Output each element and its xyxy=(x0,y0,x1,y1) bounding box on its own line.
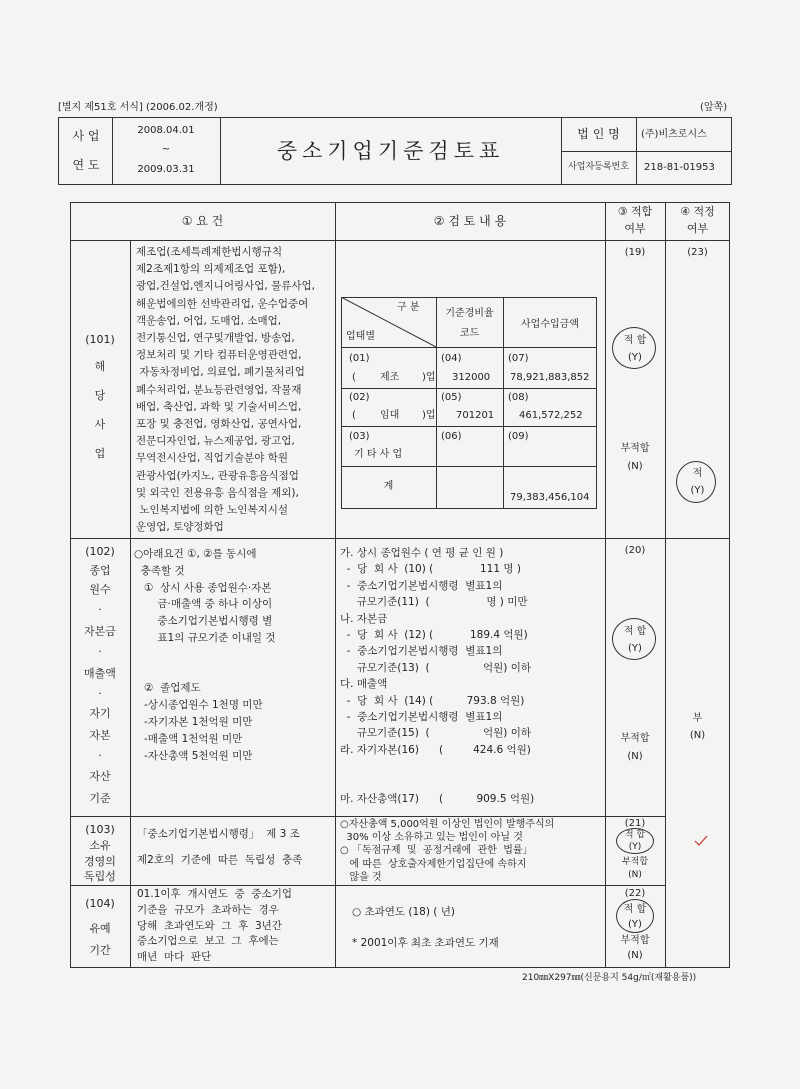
r103-fit-n: (N) xyxy=(628,870,642,880)
r102-label-3: · xyxy=(98,603,102,616)
r104-fit-code: (22) xyxy=(624,888,646,899)
inner-r1-amount: 78,921,883,852 xyxy=(510,372,590,383)
r102-fit-n: (N) xyxy=(627,751,643,762)
reg-label: 사업자등록번호 xyxy=(568,162,629,172)
r101-requirement-text: 제조업(조세특례제한법시행규칙 제2조제1항의 의제제조업 포함), 광업,건설업,엔지니어링사업, 물류사업, 해운법에의한 선박관리업, 운수업중여 객운송업, 어업, 도매업, 소매업, 전기통신업, 연구및개발업, 방송업, 정보처리 및 기타 컴퓨터운영관련업, 자동차정비업, 의료업, 폐기물처리업 폐수처리업, 분뇨등관련영업, 작물재 배업, 축산업, 과학 및 기술서비스업, 포장 및 충전업, 영화산업, 공연사업, 전문디자인업, 뉴스제공업, 광고업, 무역전시산업, 직업기술분야 학원 관광사업(카지노, 관광유흥음식점업 및 외국인 전용유흥 음식점을 제외), 노인복지법에 의한 노인복지시설 운영업, 토양정화업 xyxy=(136,246,315,534)
corp-value: (주)비츠로시스 xyxy=(641,129,707,140)
inner-r2-name-l: ( xyxy=(352,410,356,421)
r101-final-code: (23) xyxy=(687,247,708,258)
r102-label-7: · xyxy=(98,687,102,700)
r103-requirement: 「중소기업기본법시행령」 제 3 조 제2호의 기준에 따른 독립성 충족 xyxy=(137,828,303,866)
r102-final-no: 부 xyxy=(692,713,703,724)
r104-fit-n: (N) xyxy=(627,950,643,961)
r103-fit-no: 부적합 xyxy=(621,857,649,867)
r102-fit-y: (Y) xyxy=(628,643,642,654)
check-mark-icon xyxy=(693,834,709,848)
r103-label-2: 경영의 xyxy=(84,855,116,868)
r104-requirement: 01.1이후 개시연도 중 중소기업 기준을 규모가 초과하는 경우 당해 초과연도와 그 후 3년간 중소기업으로 보고 그 후에는 매년 마다 판단 xyxy=(137,888,292,964)
r101-final-yes: 적 xyxy=(692,468,703,479)
r101-fit-no: 부적합 xyxy=(620,443,650,454)
r102-label-8: 자기 xyxy=(89,707,111,720)
r102-label-9: 자본 xyxy=(89,729,111,742)
corp-label: 법 인 명 xyxy=(577,127,620,141)
r102-review: 가. 상시 종업원수 ( 연 평 균 인 원 ) - 당 회 사 (10) ( 111 명 ) - 중소기업기본법시행령 별표1의 규모기준(11) ( 명 ) 미만 나. 자본금 - 당 회 사 (12) ( 189.4 억원) - 중소기업기본법시행령 별표1의 규모기준(13) ( 억원) 이하 다. 매출액 - 당 회 사 (14) ( 793.8 억원) - 중소기업기본법시행령 별표1의 규모기준(15) ( 억원) 이하 라. 자기자본(16) ( 424.6 억원) 마. 자산총액(17) ( 909.5 억원) xyxy=(340,547,535,806)
r103-label-3: 독립성 xyxy=(84,870,116,883)
inner-r1-name-r: )업 xyxy=(422,372,436,383)
r101-fit-code: (19) xyxy=(624,247,646,258)
inner-total-label: 계 xyxy=(383,481,394,492)
r102-label-10: · xyxy=(98,749,102,762)
inner-r2-amount: 461,572,252 xyxy=(519,410,583,421)
period-start: 2008.04.01 xyxy=(137,125,195,136)
r102-fit-code: (20) xyxy=(624,545,646,556)
inner-r3-n3: (09) xyxy=(508,431,529,442)
r102-label-11: 자산 xyxy=(89,770,111,783)
r101-final-y: (Y) xyxy=(690,485,705,496)
r101-fit-y: (Y) xyxy=(628,352,642,363)
r104-label-1: 유예 xyxy=(89,922,111,935)
col-fit-2: 여부 xyxy=(624,222,646,235)
r102-fit-no: 부적합 xyxy=(620,733,650,744)
business-year-label-2: 연 도 xyxy=(72,158,100,172)
inner-total-amount: 79,383,456,104 xyxy=(510,492,590,503)
r103-fit-yes: 적 합 xyxy=(624,830,646,840)
inner-head-gubun: 구 분 xyxy=(397,302,420,313)
business-year-label-1: 사 업 xyxy=(72,129,100,143)
inner-r2-name-r: )업 xyxy=(422,410,436,421)
r104-label-2: 기간 xyxy=(89,944,111,957)
inner-r3-n2: (06) xyxy=(441,431,462,442)
r102-label-1: 종업 xyxy=(89,564,111,577)
r104-review-1: ○ 초과연도 (18) ( 년) xyxy=(352,906,455,918)
inner-head-upte: 업태별 xyxy=(346,331,375,342)
r103-fit-code: (21) xyxy=(624,818,646,829)
inner-r3-name: 기 타 사 업 xyxy=(354,449,403,460)
inner-head-code-1: 기준경비율 xyxy=(445,308,494,319)
r101-fit-yes: 적 합 xyxy=(623,335,647,346)
col-fit-1: ③ 적합 xyxy=(617,205,653,218)
inner-r1-name-l: ( xyxy=(352,372,356,383)
col-final-1: ④ 적정 xyxy=(680,205,715,218)
r101-label-3: 사 xyxy=(94,418,106,431)
r102-label-6: 매출액 xyxy=(84,667,116,680)
r102-label-12: 기준 xyxy=(89,792,111,805)
r104-fit-yes: 적 합 xyxy=(623,904,647,915)
r102-code: (102) xyxy=(85,545,115,558)
inner-r1-code: 312000 xyxy=(452,372,491,383)
period-end: 2009.03.31 xyxy=(137,164,195,175)
r102-label-4: 자본금 xyxy=(84,625,116,638)
inner-r1-n1: (01) xyxy=(349,353,370,364)
col-review: ② 검 토 내 용 xyxy=(433,214,507,228)
r103-code: (103) xyxy=(85,823,115,836)
inner-r2-n2: (05) xyxy=(441,392,462,403)
inner-r2-code: 701201 xyxy=(456,410,495,421)
inner-r2-n1: (02) xyxy=(349,392,370,403)
r102-requirement: ○아래요건 ①, ②를 동시에 충족할 것 ① 상시 사용 종업원수·자본 금·매출액 중 하나 이상이 중소기업기본법시행령 별 표1의 규모기준 이내일 것 ② 졸업제도 -상시종업원수 1천명 미만 -자기자본 1천억원 미만 -매출액 1천억원 미만 -자산총액 5천억원 미만 xyxy=(134,548,276,762)
period-sep: ~ xyxy=(161,144,171,155)
r102-fit-yes: 적 합 xyxy=(623,626,647,637)
form-code: [별지 제51호 서식] (2006.02.개정) xyxy=(58,102,218,113)
r104-fit-no: 부적합 xyxy=(620,935,650,946)
r101-label-4: 업 xyxy=(94,447,106,460)
page-title: 중소기업기준검토표 xyxy=(276,139,505,163)
r101-code: (101) xyxy=(85,333,115,346)
r104-fit-y: (Y) xyxy=(628,919,642,930)
r103-fit-y: (Y) xyxy=(628,842,642,852)
r104-code: (104) xyxy=(85,897,115,910)
r103-review: ○자산총액 5,000억원 이상인 법인이 발행주식의 30% 이상 소유하고 있는 법인이 아닐 것 ○ 「독점규제 및 공정거래에 관한 법률」 에 따른 상호출자제한기업집단에 속하지 않을 것 xyxy=(340,819,555,883)
col-requirement: ① 요 건 xyxy=(181,214,224,228)
inner-r1-n2: (04) xyxy=(441,353,462,364)
inner-r2-name: 임대 xyxy=(380,410,400,421)
r101-label-2: 당 xyxy=(94,389,106,402)
r103-label-1: 소유 xyxy=(89,839,111,852)
inner-r1-name: 제조 xyxy=(380,372,400,383)
form-footer: 210㎜X297㎜(신문용지 54g/㎡(재활용품)) xyxy=(522,973,697,983)
reg-value: 218-81-01953 xyxy=(644,162,715,173)
r102-label-2: 원수 xyxy=(89,583,111,596)
inner-r3-n1: (03) xyxy=(349,431,370,442)
form-side: (앞쪽) xyxy=(700,102,728,113)
r101-label-1: 해 xyxy=(94,360,106,373)
r101-fit-n: (N) xyxy=(627,461,643,472)
inner-r1-n3: (07) xyxy=(508,353,529,364)
inner-head-code-2: 코드 xyxy=(459,328,480,339)
r102-final-n: (N) xyxy=(689,730,706,741)
r104-review-2: * 2001이후 최초 초과연도 기재 xyxy=(352,937,499,949)
col-final-2: 여부 xyxy=(686,222,709,235)
r102-label-5: · xyxy=(98,645,102,658)
inner-r2-n3: (08) xyxy=(508,392,529,403)
inner-head-amount: 사업수입금액 xyxy=(521,319,579,330)
